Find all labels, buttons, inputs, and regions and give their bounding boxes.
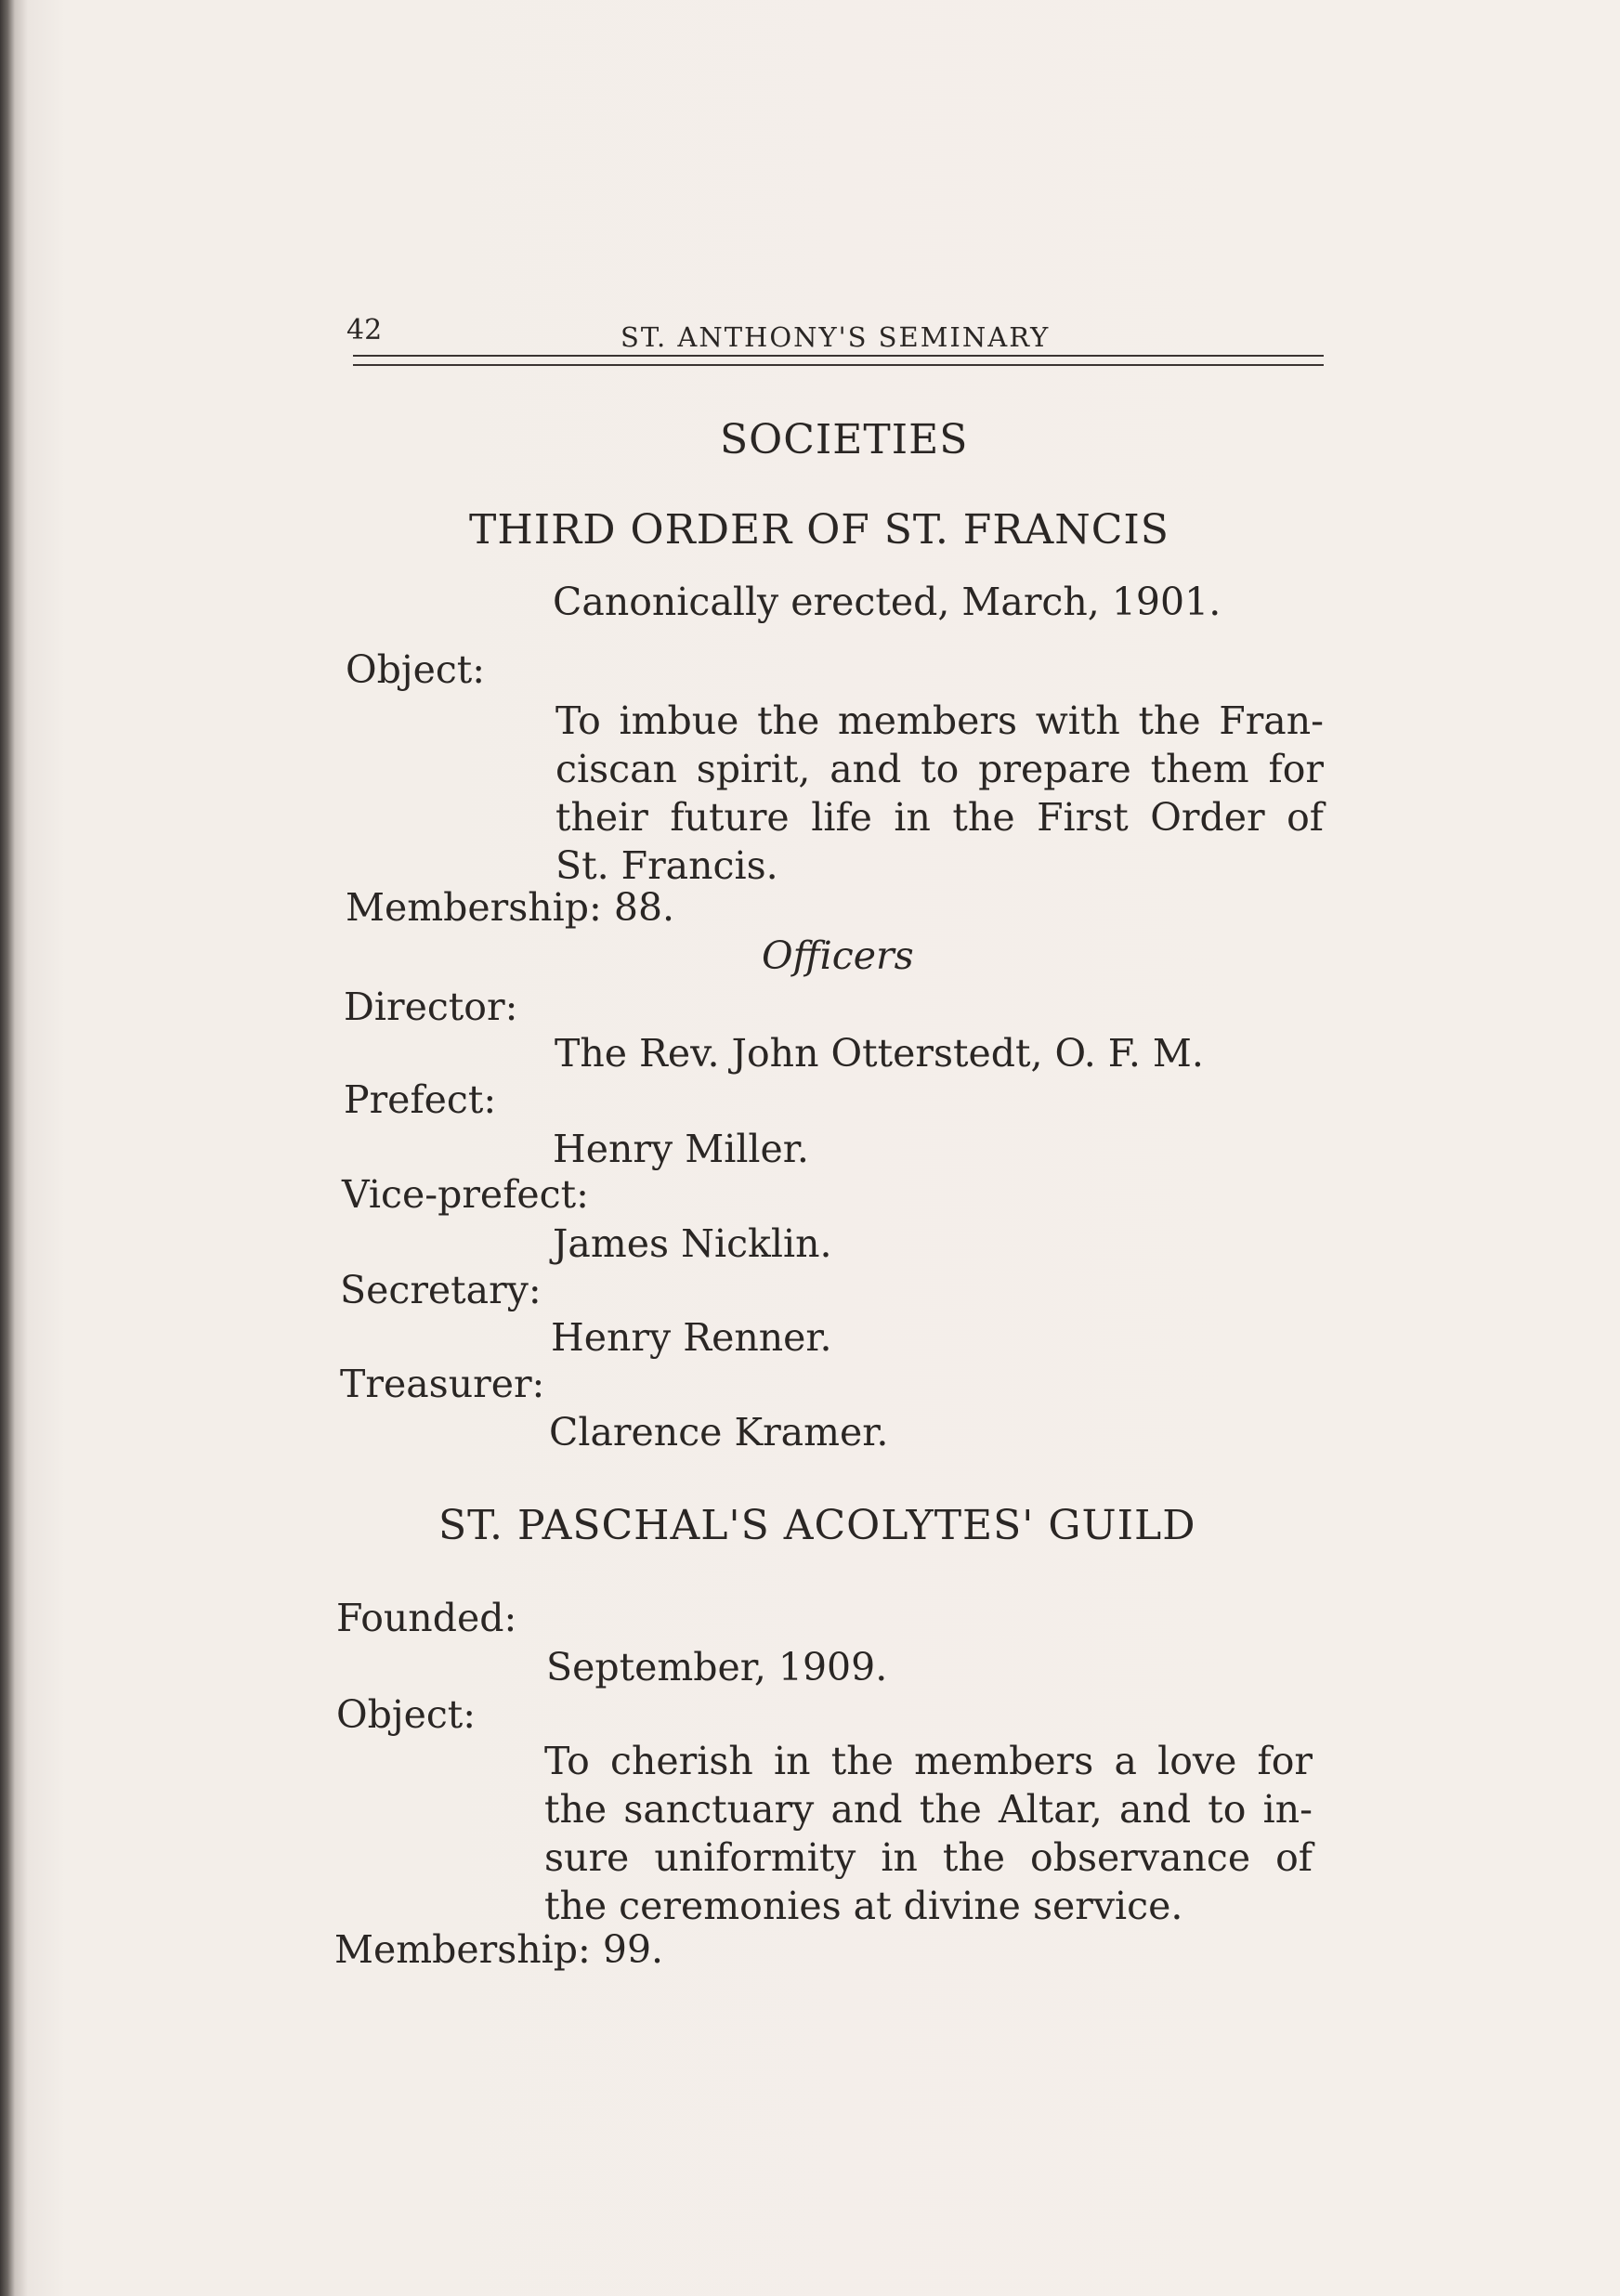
officer-name-secretary: Henry Renner. — [551, 1315, 832, 1360]
officer-name-treasurer: Clarence Kramer. — [549, 1410, 889, 1455]
object-line: the ceremonies at divine service. — [544, 1884, 1183, 1928]
object-line: St. Francis. — [555, 843, 778, 888]
officer-name-director: The Rev. John Otterstedt, O. F. M. — [555, 1031, 1204, 1076]
officer-role-director: Director: — [344, 985, 518, 1029]
third-order-object-label: Object: — [346, 647, 486, 692]
officer-name-vice-prefect: James Nicklin. — [553, 1221, 832, 1266]
running-title: ST. ANTHONY'S SEMINARY — [621, 321, 1051, 353]
third-order-membership: Membership: 88. — [346, 885, 675, 930]
object-line: To imbue the members with the Fran- — [555, 698, 1324, 743]
object-line: To cherish in the members a love for — [544, 1739, 1313, 1783]
officer-role-vice-prefect: Vice-prefect: — [342, 1172, 589, 1217]
section-title: SOCIETIES — [720, 416, 969, 463]
header-rule-bottom — [353, 364, 1324, 366]
third-order-title: THIRD ORDER OF ST. FRANCIS — [469, 506, 1169, 554]
object-line: their future life in the First Order of — [555, 795, 1324, 840]
guild-founded-value: September, 1909. — [546, 1645, 888, 1689]
guild-object-label: Object: — [336, 1692, 477, 1737]
officer-name-prefect: Henry Miller. — [553, 1127, 809, 1171]
guild-object-text — [544, 1737, 1313, 1930]
third-order-erected: Canonically erected, March, 1901. — [553, 580, 1222, 624]
guild-founded-label: Founded: — [336, 1596, 517, 1640]
acolytes-guild-title: ST. PASCHAL'S ACOLYTES' GUILD — [438, 1502, 1196, 1549]
object-line: ciscan spirit, and to prepare them for — [555, 747, 1324, 791]
guild-membership: Membership: 99. — [334, 1927, 664, 1972]
officers-heading: Officers — [762, 933, 914, 978]
page-number: 42 — [346, 314, 383, 346]
officer-role-secretary: Secretary: — [340, 1268, 542, 1312]
third-order-object-text — [555, 697, 1324, 890]
officer-role-prefect: Prefect: — [344, 1077, 497, 1122]
officer-role-treasurer: Treasurer: — [340, 1362, 545, 1406]
object-line: the sanctuary and the Altar, and to in- — [544, 1787, 1313, 1832]
header-rule-top — [353, 355, 1324, 357]
object-line: sure uniformity in the observance of — [544, 1835, 1313, 1880]
